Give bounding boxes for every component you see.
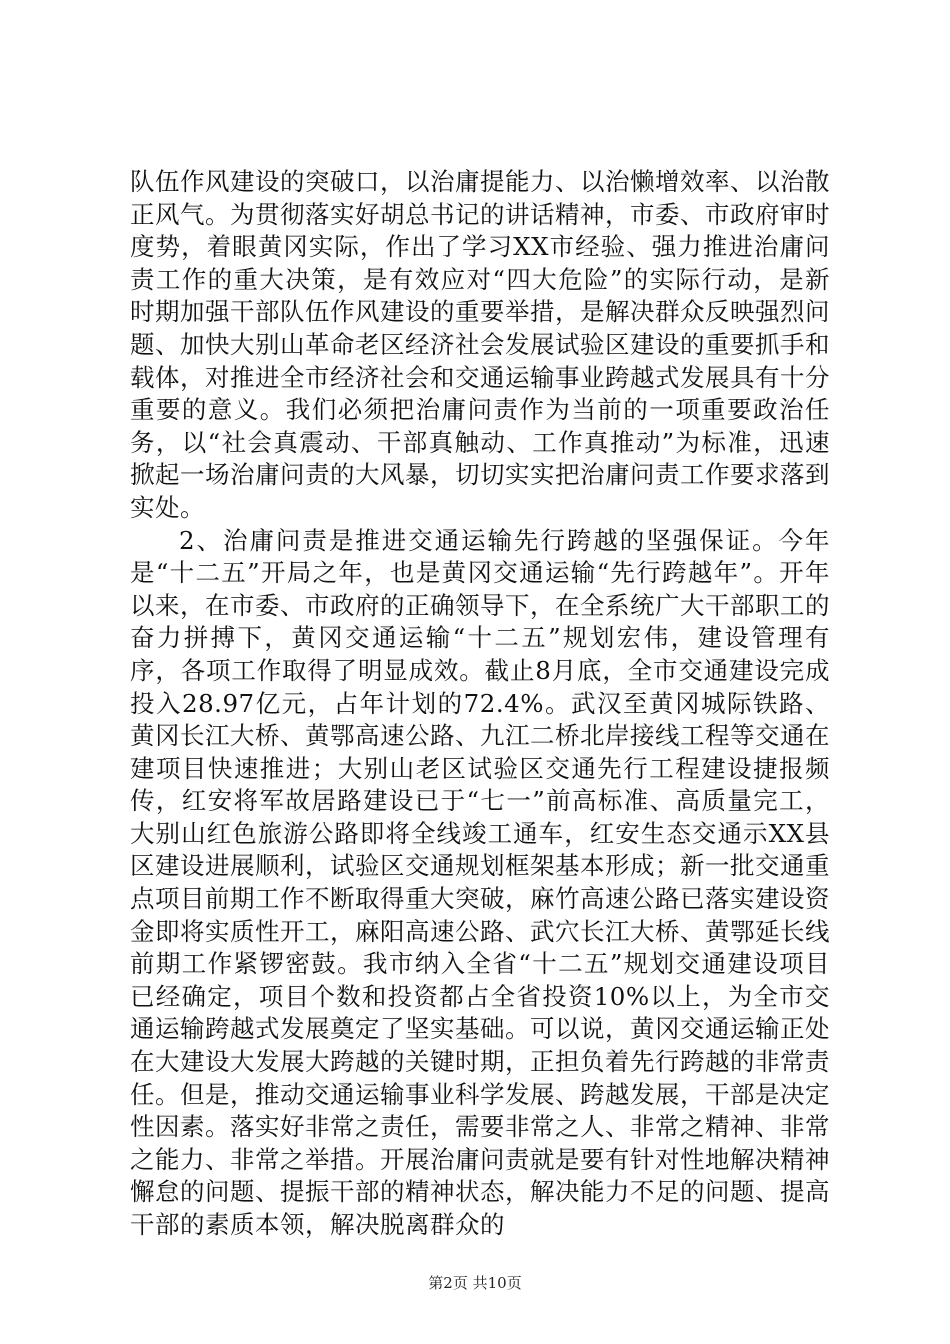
paragraph-section-2: 2、治庸问责是推进交通运输先行跨越的坚强保证。今年是“十二五”开局之年，也是黄冈交通运输“先行跨越年”。开年以来，在市委、市政府的正确领导下，在全系统广大干部职工的奋力拼搏下，黄冈交通运输“十二五”规划宏伟，建设管理有序，各项工作取得了明显成效。截止8月底，全市交通建设完成投入28.97亿元，占年计划的72.4%。武汉至黄冈城际铁路、黄冈长江大桥、黄鄂高速公路、九江二桥北岸接线工程等交通在建项目快速推进；大别山老区试验区交通先行工程建设捷报频传，红安将军故居路建设已于“七一”前高标准、高质量完工，大别山红色旅游公路即将全线竣工通车，红安生态交通示XX县区建设进展顺利，试验区交通规划框架基本形成；新一批交通重点项目前期工作不断取得重大突破，麻竹高速公路已落实建设资金即将实质性开工，麻阳高速公路、武穴长江大桥、黄鄂延长线前期工作紧锣密鼓。我市纳入全省“十二五”规划交通建设项目已经确定，项目个数和投资都占全省投资10%以上，为全市交通运输跨越式发展奠定了坚实基础。可以说，黄冈交通运输正处在大建设大发展大跨越的关键时期，正担负着先行跨越的非常责任。但是，推动交通运输事业科学发展、跨越发展，干部是决定性因素。落实好非常之责任，需要非常之人、非常之精神、非常之能力、非常之举措。开展治庸问责就是要有针对性地解决精神懈怠的问题、提振干部的精神状态，解决能力不足的问题、提高干部的素质本领，解决脱离群众的 bbox=[130, 525, 830, 1239]
paragraph-continued: 队伍作风建设的突破口，以治庸提能力、以治懒增效率、以治散正风气。为贯彻落实好胡总书记的讲话精神，市委、市政府审时度势，着眼黄冈实际，作出了学习XX市经验、强力推进治庸问责工作的重大决策，是有效应对“四大危险”的实际行动，是新时期加强干部队伍作风建设的重要举措，是解决群众反映强烈问题、加快大别山革命老区经济社会发展试验区建设的重要抓手和载体，对推进全市经济社会和交通运输事业跨越式发展具有十分重要的意义。我们必须把治庸问责作为当前的一项重要政治任务，以“社会真震动、干部真触动、工作真推动”为标准，迅速掀起一场治庸问责的大风暴，切切实实把治庸问责工作要求落到实处。 bbox=[130, 167, 830, 522]
document-body bbox=[130, 166, 830, 1242]
page-number-footer: 第2页 共10页 bbox=[428, 1274, 522, 1292]
